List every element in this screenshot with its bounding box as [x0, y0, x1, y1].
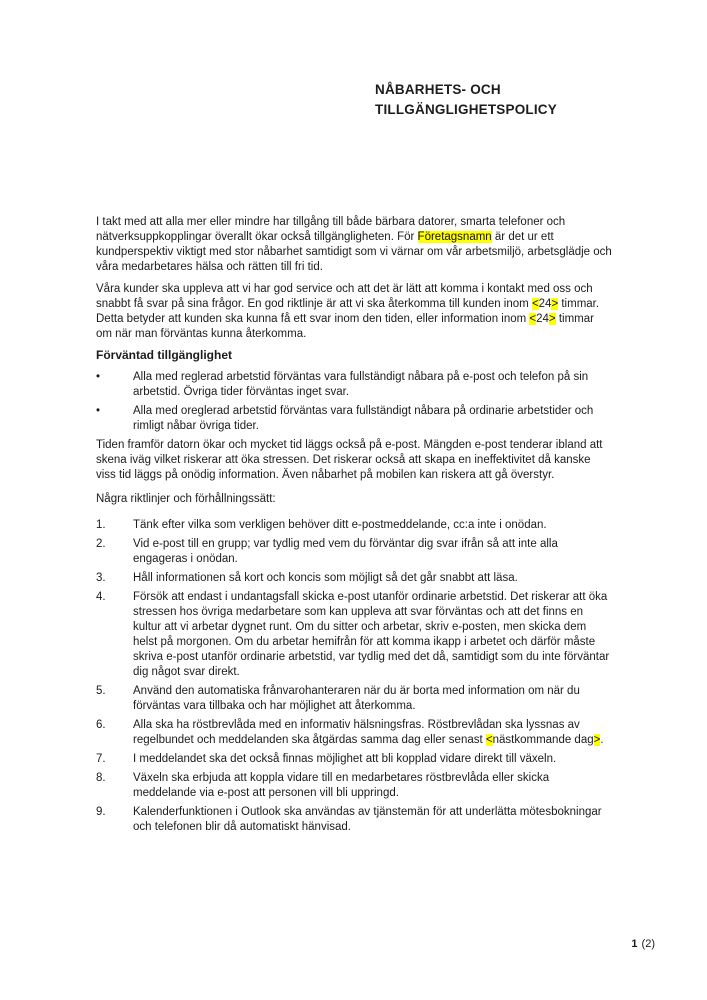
availability-bullet-list [96, 370, 613, 434]
placeholder-highlight: > [548, 313, 556, 325]
numbered-item-marker: 3. [96, 572, 106, 584]
placeholder-highlight: < [485, 734, 493, 746]
page-total: (2) [641, 938, 655, 950]
numbered-item-text: Växeln ska erbjuda att koppla vidare till en medarbetares röstbrevlåda eller skicka meddelande via e-post att personen vill bli uppringd. [133, 772, 550, 799]
numbered-item [96, 805, 613, 835]
numbered-item-marker: 8. [96, 772, 106, 784]
numbered-item [96, 718, 613, 748]
numbered-item [96, 684, 613, 714]
bullet-marker: • [96, 405, 101, 417]
placeholder-highlight: > [593, 734, 601, 746]
placeholder-highlight: < [529, 313, 537, 325]
numbered-item [96, 537, 613, 567]
numbered-item-text: I meddelandet ska det också finnas möjlighet att bli kopplad vidare direkt till växeln. [133, 753, 557, 765]
page-footer [0, 937, 655, 952]
numbered-item-marker: 9. [96, 806, 106, 818]
page-number: 1 [631, 938, 638, 950]
section-heading-expected-availability: Förväntad tillgänglighet [96, 348, 233, 362]
guidelines-numbered-list [96, 518, 613, 835]
numbered-item [96, 590, 613, 680]
numbered-item-marker: 2. [96, 538, 106, 550]
numbered-item [96, 518, 613, 533]
bullet-item-text: Alla med reglerad arbetstid förväntas vara fullständigt nåbara på e-post och telefon på sin arbetstid. Övriga tider förväntas inget svar. [133, 371, 589, 398]
document-title-line-2: TILLGÄNGLIGHETSPOLICY [375, 102, 557, 117]
document-title-line-1: NÅBARHETS- OCH [375, 82, 501, 97]
bullet-item [96, 404, 613, 434]
numbered-item-marker: 7. [96, 753, 106, 765]
numbered-item [96, 771, 613, 801]
guidelines-intro-paragraph: Några riktlinjer och förhållningssätt: [96, 493, 276, 505]
email-volume-paragraph: Tiden framför datorn ökar och mycket tid läggs också på e-post. Mängden e-post tenderar ibland att skena iväg vilket riskerar att öka stressen. Det riskerar också att skapa en ineffektivitet då kanske viss tid läggs på onödig information. Även nåbarhet på mobilen kan riskera att gå överstyr. [96, 439, 603, 481]
numbered-item-text: Försök att endast i undantagsfall skicka e-post utanför ordinarie arbetstid. Det riskerar att öka stressen hos övriga medarbetare som kan uppleva att svar förväntas och att det finns en kultur att vi arbetar dygnet runt. Om du sitter och arbetar, skriv e-posten, men skicka dem helst på morgonen. Om du arbetar hemifrån för att komma ikapp i arbetet och därför måste skriva e-post utanför ordinarie arbetstid, var tydlig med det då, samtidigt som du inte förväntar dig något svar direkt. [133, 591, 610, 678]
placeholder-highlight: > [551, 298, 559, 310]
numbered-item-marker: 5. [96, 685, 106, 697]
numbered-item-text: Tänk efter vilka som verkligen behöver ditt e-postmeddelande, cc:a inte i onödan. [133, 519, 547, 531]
intro-paragraph-availability: I takt med att alla mer eller mindre har tillgång till både bärbara datorer, smarta telefoner och nätverksuppkopplingar överallt ökar också tillgängligheten. För Företagsnamn är det ur ett kundperspektiv viktigt med stor nåbarhet samtidigt som vi värnar om vår arbetsmiljö, arbetsglädje och våra medarbetares hälsa och rätten till fri tid. [96, 216, 612, 273]
numbered-item-text: Vid e-post till en grupp; var tydlig med vem du förväntar dig svar ifrån så att inte alla engageras i onödan. [133, 538, 558, 565]
bullet-marker: • [96, 371, 101, 383]
numbered-item-text: Håll informationen så kort och koncis som möjligt så det går snabbt att läsa. [133, 572, 518, 584]
numbered-item [96, 752, 613, 767]
numbered-item-marker: 6. [96, 719, 106, 731]
placeholder-highlight: < [531, 298, 539, 310]
numbered-item-text: Använd den automatiska frånvarohanteraren när du är borta med information om när du förväntas vara tillbaka och har möjlighet att återkomma. [133, 685, 580, 712]
numbered-item-text: Kalenderfunktionen i Outlook ska användas av tjänstemän för att underlätta mötesbokningar och telefonen blir då automatiskt hänvisad. [133, 806, 602, 833]
numbered-item-marker: 1. [96, 519, 106, 531]
bullet-item-text: Alla med oreglerad arbetstid förväntas vara fullständigt nåbara på ordinarie arbetstider och rimligt nåbar övriga tider. [133, 405, 594, 432]
bullet-item [96, 370, 613, 400]
placeholder-highlight: Företagsnamn [417, 231, 492, 243]
numbered-item-text: Alla ska ha röstbrevlåda med en informativ hälsningsfras. Röstbrevlådan ska lyssnas av regelbundet och meddelanden ska åtgärdas samma dag eller senast <nästkommande dag>. [133, 719, 604, 746]
document-title [375, 80, 557, 120]
numbered-item [96, 571, 613, 586]
document-body [96, 215, 613, 839]
numbered-item-marker: 4. [96, 591, 106, 603]
intro-paragraph-customer-response: Våra kunder ska uppleva att vi har god service och att det är lätt att komma i kontakt med oss och snabbt få svar på sina frågor. En god riktlinje är att vi ska återkomma till kunden inom <24> timmar. Detta betyder att kunden ska kunna få ett svar inom den tiden, eller information inom <24> timmar om när man förväntas kunna återkomma. [96, 283, 600, 340]
